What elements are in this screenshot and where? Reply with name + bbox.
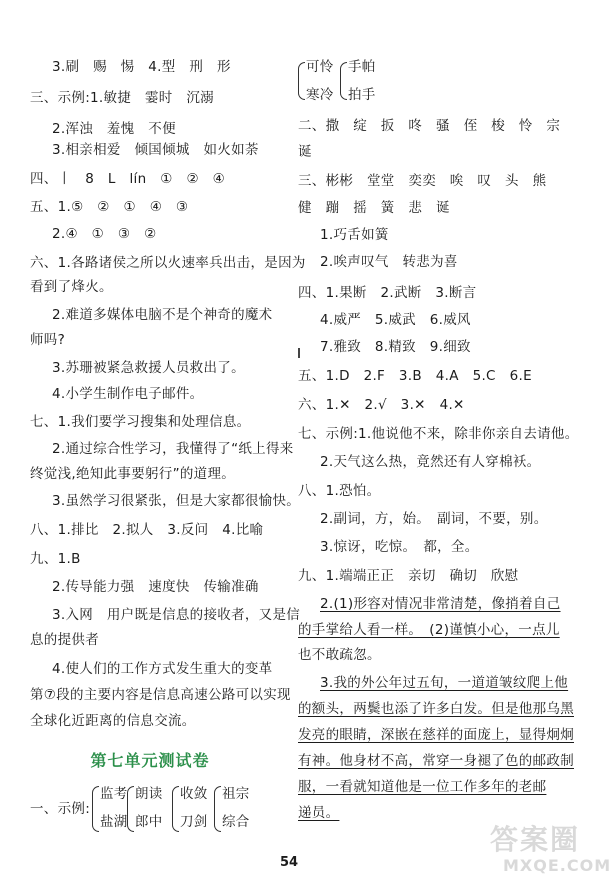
page-number: 54 — [280, 855, 299, 870]
answer-line: 的额头，两鬓也添了许多白发。但是他那乌黑 — [298, 701, 574, 717]
answer-line: 2.传导能力强 速度快 传输准确 — [52, 579, 259, 595]
answer-line: 全球化近距离的信息交流。 — [30, 713, 196, 729]
word: 收敛 — [180, 786, 208, 802]
answer-line: 2.(1)形容对情况非常清楚，像捎着自己 — [320, 596, 561, 612]
answer-line: 八、1.恐怕。 — [298, 483, 381, 499]
word: 拍手 — [348, 87, 376, 103]
answer-line: 4.小学生制作电子邮件。 — [52, 386, 204, 402]
answer-line: 七、1.我们要学习搜集和处理信息。 — [30, 414, 251, 430]
watermark-logo: 答案圈 — [490, 823, 581, 856]
answer-line: 2.天气这么热，竟然还有人穿棉袄。 — [320, 454, 541, 470]
word: 盐湖 — [100, 814, 128, 830]
answer-line: 2.唉声叹气 转悲为喜 — [320, 254, 458, 270]
answer-line: 五、1.D 2.F 3.B 4.A 5.C 6.E — [298, 368, 532, 384]
word: 刀剑 — [180, 814, 208, 830]
word: 综合 — [222, 814, 250, 830]
answer-line: 3.我的外公年过五旬，一道道皱纹爬上他 — [320, 675, 569, 691]
word: 郎中 — [135, 814, 163, 830]
answer-line: 健 蹦 摇 簧 悲 诞 — [298, 200, 450, 216]
answer-line: 4.威严 5.威武 6.威风 — [320, 312, 471, 328]
word: 祖宗 — [222, 786, 250, 802]
answer-line: 三、彬彬 堂堂 奕奕 唉 叹 头 熊 — [298, 173, 547, 189]
bracket — [340, 62, 347, 100]
word: 监考 — [100, 786, 128, 802]
answer-line: 三、示例:1.敏捷 霎时 沉溺 — [30, 90, 214, 106]
answer-line: 六、1.✕ 2.√ 3.✕ 4.✕ — [298, 397, 465, 413]
bracket — [92, 786, 99, 832]
word: 朗读 — [135, 786, 163, 802]
word: 手帕 — [348, 59, 376, 75]
answer-line: 递员。 — [298, 805, 340, 821]
bracket — [214, 786, 221, 832]
answer-line: 息的提供者 — [30, 632, 99, 648]
answer-line: 四、1.果断 2.武断 3.断言 — [298, 285, 477, 301]
section-title: 第七单元测试卷 — [90, 751, 210, 770]
word: 可怜 — [306, 59, 334, 75]
answer-line: 发亮的眼睛，深嵌在慈祥的面庞上，显得炯炯 — [298, 727, 574, 743]
bracket — [172, 786, 179, 832]
answer-line: 八、1.排比 2.拟人 3.反问 4.比喻 — [30, 522, 264, 538]
answer-line: 3.苏珊被紧急救援人员救出了。 — [52, 360, 245, 376]
answer-line: 五、1.⑤ ② ① ④ ③ — [30, 199, 189, 215]
answer-line: 诞 — [298, 144, 312, 160]
margin-mark — [298, 348, 300, 358]
answer-line: 九、1.端端正正 亲切 确切 欣慰 — [298, 568, 519, 584]
answer-line: 服，一看就知道他是一位工作多年的老邮 — [298, 779, 547, 795]
answer-line: 7.雅致 8.精致 9.细致 — [320, 339, 471, 355]
answer-line: 的手掌给人看一样。 (2)谨慎小心，一点儿 — [298, 622, 560, 638]
bracket — [298, 62, 305, 100]
answer-line: 二、撒 绽 扳 咚 骚 侄 梭 怜 宗 — [298, 118, 561, 134]
answer-line: 第⑦段的主要内容是信息高速公路可以实现 — [30, 687, 291, 703]
answer-line: 终觉浅,绝知此事要躬行”的道理。 — [30, 466, 236, 482]
answer-line: 3.入网 用户既是信息的接收者，又是信 — [52, 607, 301, 623]
answer-line: 4.使人们的工作方式发生重大的变革 — [52, 661, 273, 677]
answer-line: 也不敢疏忽。 — [298, 647, 381, 663]
answer-line: 3.相亲相爱 倾国倾城 如火如荼 — [52, 142, 259, 158]
answer-line: 四、丨 8 L lín ① ② ④ — [30, 171, 226, 187]
answer-line: 六、1.各路诸侯之所以火速率兵出击，是因为 — [30, 255, 306, 271]
watermark-url: MXQE.COM — [503, 856, 611, 875]
answer-line: 九、1.B — [30, 551, 81, 567]
answer-line: 3.刷 赐 惕 4.型 刑 形 — [52, 59, 231, 75]
answer-line: 师吗? — [30, 332, 66, 348]
answer-line: 2.难道多媒体电脑不是个神奇的魔术 — [52, 307, 273, 323]
answer-line-prefix: 一、示例: — [30, 801, 91, 817]
answer-line: 2.副词，方，始。 副词，不要，别。 — [320, 511, 548, 527]
answer-line: 2.④ ① ③ ② — [52, 226, 157, 242]
answer-line: 2.浑浊 羞愧 不便 — [52, 121, 176, 137]
answer-line: 2.通过综合性学习，我懂得了“纸上得来 — [52, 441, 294, 457]
answer-line: 看到了烽火。 — [30, 279, 113, 295]
bracket — [127, 786, 134, 832]
word: 寒冷 — [306, 87, 334, 103]
answer-line: 3.虽然学习很紧张，但是大家都很愉快。 — [52, 493, 301, 509]
answer-line: 1.巧舌如簧 — [320, 227, 389, 243]
answer-line: 七、示例:1.他说他不来，除非你亲自去请他。 — [298, 426, 579, 442]
answer-line: 有神。他身材不高，常穿一身褪了色的邮政制 — [298, 753, 574, 769]
answer-line: 3.惊讶，吃惊。 都，全。 — [320, 539, 479, 555]
